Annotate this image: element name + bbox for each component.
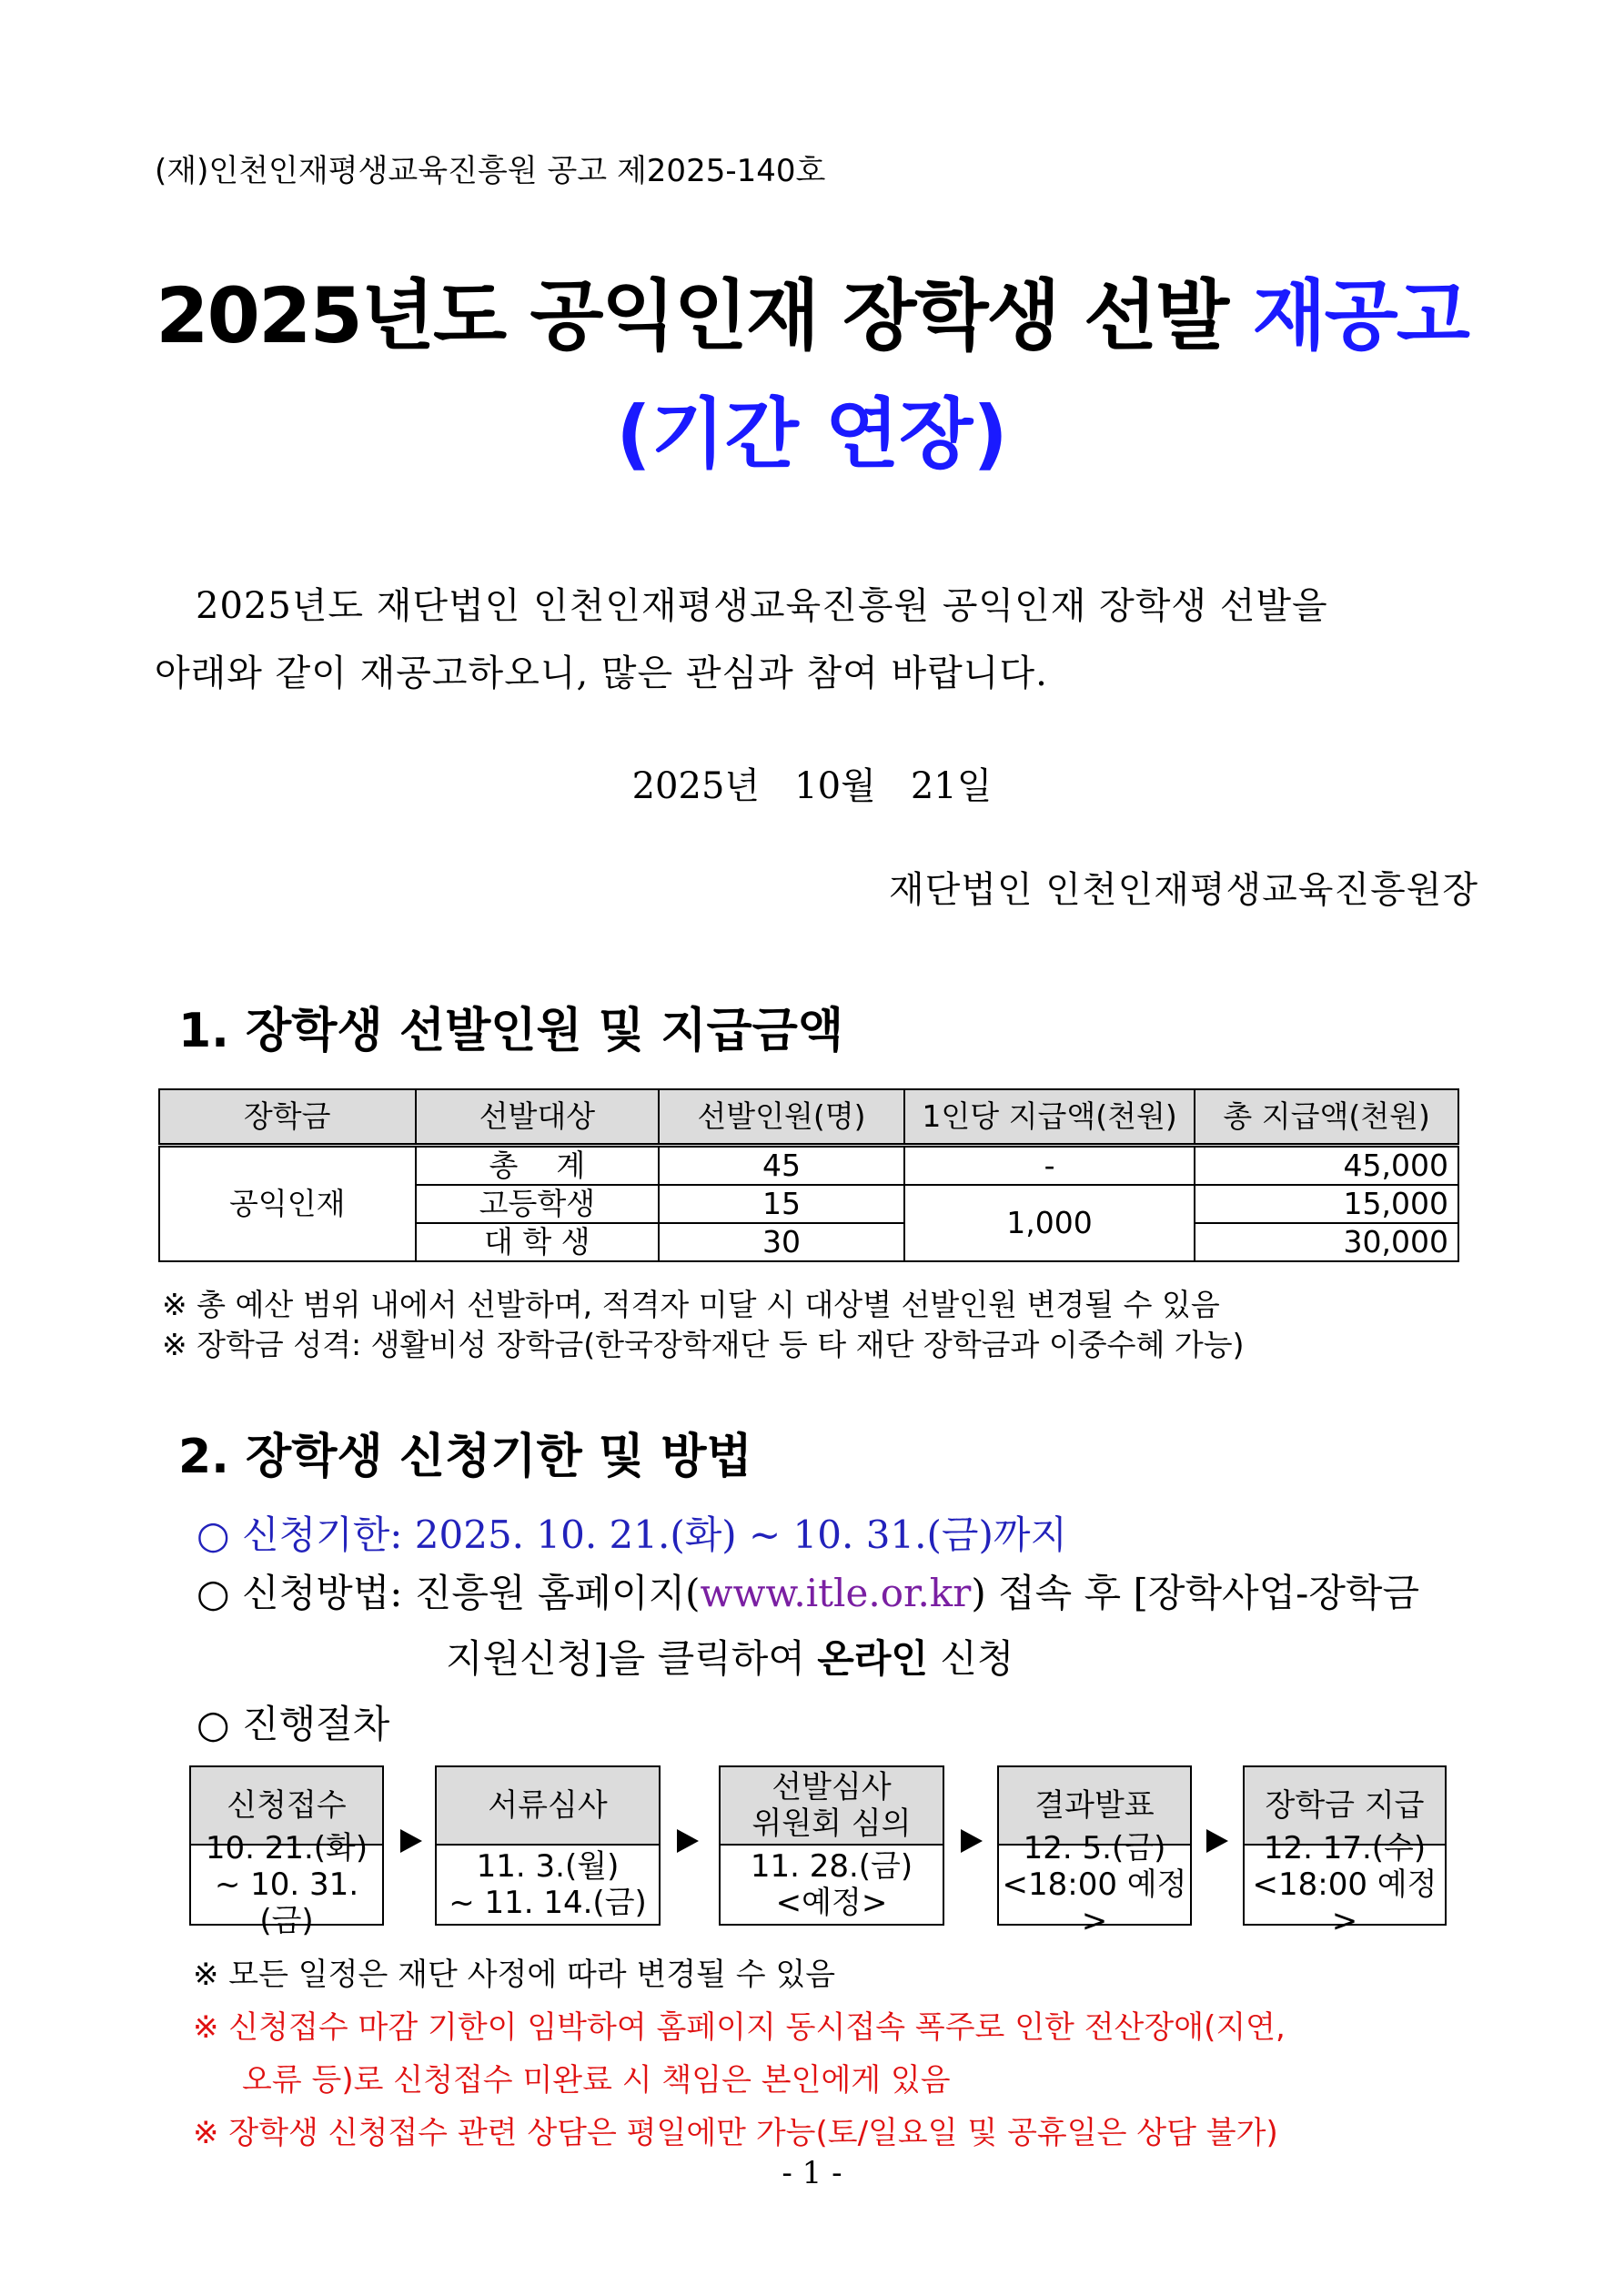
process-bullet: ○ 진행절차 xyxy=(197,1702,390,1746)
arrow-right-icon xyxy=(677,1829,699,1853)
process-step-payment xyxy=(1243,1765,1447,1939)
table-note-2: ※ 장학금 성격: 생활비성 장학금(한국장학재단 등 타 재단 장학금과 이중수혜 가능) xyxy=(162,1327,1245,1362)
online-emphasis: 온라인 xyxy=(817,1636,928,1681)
notice-date: 2025년 10월 21일 xyxy=(631,765,993,807)
arrow-right-icon xyxy=(961,1829,983,1853)
table-row xyxy=(159,1146,1458,1186)
step-date: 10. 21.(화) xyxy=(205,1830,368,1866)
intro-line-1: 2025년도 재단법인 인천인재평생교육진흥원 공익인재 장학생 선발을 xyxy=(196,585,1328,627)
homepage-link[interactable]: www.itle.or.kr xyxy=(700,1571,972,1615)
arrow-right-icon xyxy=(400,1829,422,1853)
method-line2-prefix: 지원신청]을 클릭하여 xyxy=(446,1636,818,1681)
col-header-scholarship: 장학금 xyxy=(159,1089,416,1146)
issuer: 재단법인 인천인재평생교육진흥원장 xyxy=(889,869,1478,911)
step-title: 신청접수 xyxy=(191,1767,382,1846)
notice-number: (재)인천인재평생교육진흥원 공고 제2025-140호 xyxy=(155,153,826,189)
col-header-count: 선발인원(명) xyxy=(659,1089,904,1146)
deadline-bullet: ○ 신청기한: 2025. 10. 21.(화) ~ 10. 31.(금)까지 xyxy=(197,1512,1067,1557)
step-date: 12. 17.(수) xyxy=(1263,1830,1427,1866)
method-prefix: ○ 신청방법: 진흥원 홈페이지( xyxy=(197,1571,701,1615)
total-cell: 30,000 xyxy=(1195,1223,1458,1261)
step-date-end: ~ 10. 31.(금) xyxy=(214,1866,359,1939)
step-note: <예정> xyxy=(775,1885,888,1921)
process-step-document-review xyxy=(435,1765,661,1926)
category-cell: 공익인재 xyxy=(159,1146,416,1262)
method-bullet xyxy=(197,1563,1419,1618)
col-header-total: 총 지급액(천원) xyxy=(1195,1089,1458,1146)
method-line-2 xyxy=(446,1629,1014,1684)
target-cell: 총 계 xyxy=(416,1146,660,1186)
process-note-1: ※ 모든 일정은 재단 사정에 따라 변경될 수 있음 xyxy=(193,1957,836,1993)
per-person-cell: 1,000 xyxy=(904,1185,1195,1261)
page-number: - 1 - xyxy=(782,2155,842,2191)
step-date: 12. 5.(금) xyxy=(1023,1830,1166,1866)
step-title: 서류심사 xyxy=(437,1767,659,1846)
arrow-right-icon xyxy=(1206,1829,1228,1853)
title-highlight: 재공고 xyxy=(1252,271,1468,360)
process-step-apply xyxy=(189,1765,384,1939)
page-title xyxy=(0,255,1624,365)
step-note: <18:00 예정> xyxy=(1252,1866,1437,1939)
count-cell: 45 xyxy=(659,1146,904,1186)
target-cell: 대 학 생 xyxy=(416,1223,660,1261)
page-subtitle: (기간 연장) xyxy=(616,389,1008,479)
process-step-committee xyxy=(719,1765,944,1926)
per-person-cell: - xyxy=(904,1146,1195,1186)
step-date: 11. 3.(월) xyxy=(476,1848,620,1885)
title-main: 2025년도 공익인재 장학생 선발 xyxy=(156,271,1253,360)
count-cell: 30 xyxy=(659,1223,904,1261)
step-note: <18:00 예정> xyxy=(1002,1866,1187,1939)
process-note-2: ※ 신청접수 마감 기한이 임박하여 홈페이지 동시접속 폭주로 인한 전산장애(지연, xyxy=(193,2009,1286,2046)
method-suffix: ) 접속 후 [장학사업-장학금 xyxy=(971,1571,1420,1615)
step-title: 결과발표 xyxy=(999,1767,1190,1846)
table-note-1: ※ 총 예산 범위 내에서 선발하며, 적격자 미달 시 대상별 선발인원 변경될 수 있음 xyxy=(162,1287,1220,1322)
step-date: 11. 28.(금) xyxy=(750,1848,913,1885)
process-note-2-cont: 오류 등)로 신청접수 미완료 시 책임은 본인에게 있음 xyxy=(242,2062,951,2099)
total-cell: 15,000 xyxy=(1195,1185,1458,1223)
count-cell: 15 xyxy=(659,1185,904,1223)
method-line2-suffix: 신청 xyxy=(927,1636,1014,1681)
step-date-end: ~ 11. 14.(금) xyxy=(449,1885,647,1921)
process-note-3: ※ 장학생 신청접수 관련 상담은 평일에만 가능(토/일요일 및 공휴일은 상담 불가) xyxy=(193,2115,1278,2151)
col-header-per-person: 1인당 지급액(천원) xyxy=(904,1089,1195,1146)
process-step-result xyxy=(997,1765,1192,1939)
total-cell: 45,000 xyxy=(1195,1146,1458,1186)
target-cell: 고등학생 xyxy=(416,1185,660,1223)
section-1-title: 1. 장학생 선발인원 및 지급금액 xyxy=(178,1004,844,1058)
step-title: 장학금 지급 xyxy=(1245,1767,1445,1846)
intro-line-2: 아래와 같이 재공고하오니, 많은 관심과 참여 바랍니다. xyxy=(155,652,1048,694)
scholarship-table xyxy=(158,1088,1459,1262)
step-title: 선발심사 위원회 심의 xyxy=(721,1767,943,1846)
section-2-title: 2. 장학생 신청기한 및 방법 xyxy=(178,1430,752,1484)
col-header-target: 선발대상 xyxy=(416,1089,660,1146)
